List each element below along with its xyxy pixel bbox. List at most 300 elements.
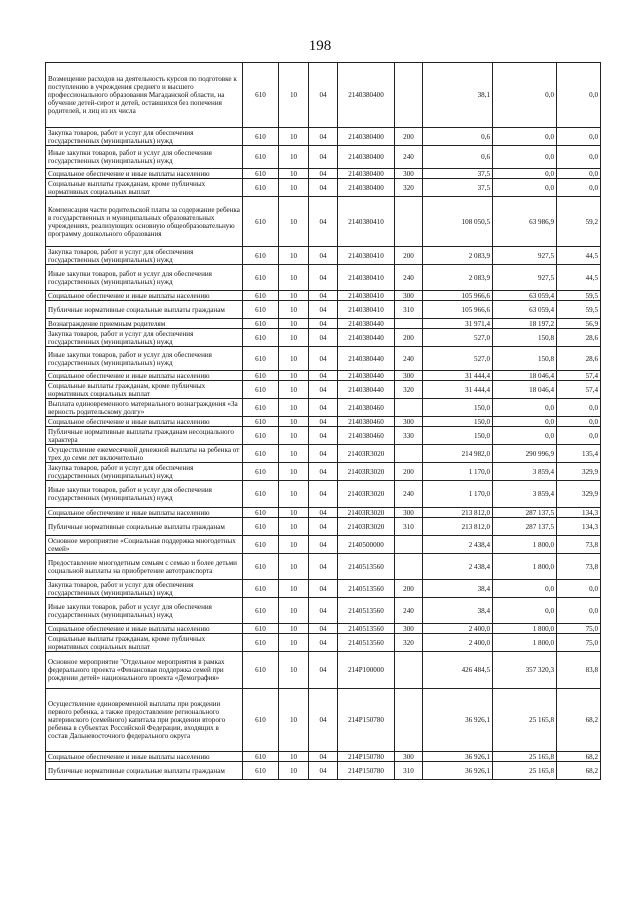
cell-target-article-code: 214P150780 bbox=[338, 762, 395, 780]
cell-target-article-code: 2140380400 bbox=[338, 146, 395, 169]
page-number: 198 bbox=[308, 38, 332, 54]
cell-section-code: 10 bbox=[279, 301, 309, 319]
table-row bbox=[46, 265, 601, 291]
cell-executed-amount: 0,0 bbox=[493, 179, 557, 197]
table-row bbox=[46, 417, 601, 427]
row-description: Иные закупки товаров, работ и услуг для обеспечения государственных (муниципальных) нужд bbox=[46, 598, 243, 624]
table-row bbox=[46, 329, 601, 347]
cell-subsection-code: 04 bbox=[309, 518, 338, 536]
cell-administrator-code: 610 bbox=[243, 247, 279, 265]
cell-administrator-code: 610 bbox=[243, 463, 279, 481]
cell-execution-percent: 57,4 bbox=[557, 371, 601, 381]
cell-expense-type-code bbox=[395, 63, 423, 128]
cell-subsection-code: 04 bbox=[309, 508, 338, 518]
cell-execution-percent: 59,5 bbox=[557, 291, 601, 301]
cell-administrator-code: 610 bbox=[243, 63, 279, 128]
cell-expense-type-code: 300 bbox=[395, 752, 423, 762]
cell-section-code: 10 bbox=[279, 598, 309, 624]
cell-expense-type-code: 240 bbox=[395, 265, 423, 291]
cell-execution-percent: 0,0 bbox=[557, 179, 601, 197]
cell-administrator-code: 610 bbox=[243, 417, 279, 427]
cell-planned-amount: 36 926,1 bbox=[423, 752, 493, 762]
cell-planned-amount: 1 170,0 bbox=[423, 481, 493, 508]
row-description: Социальное обеспечение и иные выплаты населению bbox=[46, 291, 243, 301]
cell-administrator-code: 610 bbox=[243, 347, 279, 371]
row-description: Публичные нормативные социальные выплаты гражданам bbox=[46, 762, 243, 780]
cell-target-article-code: 2140380440 bbox=[338, 381, 395, 399]
table-row bbox=[46, 319, 601, 329]
cell-administrator-code: 610 bbox=[243, 445, 279, 463]
cell-planned-amount: 0,6 bbox=[423, 128, 493, 146]
table-row bbox=[46, 63, 601, 128]
cell-expense-type-code: 200 bbox=[395, 329, 423, 347]
cell-planned-amount: 36 926,1 bbox=[423, 689, 493, 752]
cell-section-code: 10 bbox=[279, 399, 309, 417]
table-row bbox=[46, 536, 601, 554]
cell-execution-percent: 0,0 bbox=[557, 417, 601, 427]
row-description: Иные закупки товаров, работ и услуг для обеспечения государственных (муниципальных) нужд bbox=[46, 481, 243, 508]
cell-execution-percent: 57,4 bbox=[557, 381, 601, 399]
cell-target-article-code: 2140500000 bbox=[338, 536, 395, 554]
cell-expense-type-code bbox=[395, 652, 423, 689]
cell-administrator-code: 610 bbox=[243, 371, 279, 381]
table-row bbox=[46, 752, 601, 762]
cell-execution-percent: 56,9 bbox=[557, 319, 601, 329]
table-row bbox=[46, 580, 601, 598]
table-row bbox=[46, 247, 601, 265]
cell-executed-amount: 150,8 bbox=[493, 347, 557, 371]
cell-target-article-code: 21403R3020 bbox=[338, 518, 395, 536]
cell-executed-amount: 18 197,2 bbox=[493, 319, 557, 329]
cell-executed-amount: 1 800,0 bbox=[493, 536, 557, 554]
cell-subsection-code: 04 bbox=[309, 554, 338, 580]
cell-section-code: 10 bbox=[279, 417, 309, 427]
cell-target-article-code: 2140380410 bbox=[338, 265, 395, 291]
cell-execution-percent: 0,0 bbox=[557, 427, 601, 445]
cell-executed-amount: 3 859,4 bbox=[493, 463, 557, 481]
cell-subsection-code: 04 bbox=[309, 580, 338, 598]
cell-subsection-code: 04 bbox=[309, 762, 338, 780]
row-description: Вознаграждение приемным родителям bbox=[46, 319, 243, 329]
cell-administrator-code: 610 bbox=[243, 752, 279, 762]
cell-execution-percent: 0,0 bbox=[557, 169, 601, 179]
table-row bbox=[46, 381, 601, 399]
row-description: Основное мероприятие "Отдельное мероприятия в рамках федерального проекта «Финансовая поддержка семей при рождении детей» национального проекта «Демография» bbox=[46, 652, 243, 689]
cell-executed-amount: 0,0 bbox=[493, 580, 557, 598]
cell-subsection-code: 04 bbox=[309, 399, 338, 417]
cell-expense-type-code: 200 bbox=[395, 463, 423, 481]
cell-subsection-code: 04 bbox=[309, 652, 338, 689]
row-description: Социальные выплаты гражданам, кроме публичных нормативных социальных выплат bbox=[46, 634, 243, 652]
cell-section-code: 10 bbox=[279, 347, 309, 371]
cell-executed-amount: 18 046,4 bbox=[493, 371, 557, 381]
cell-execution-percent: 59,5 bbox=[557, 301, 601, 319]
cell-administrator-code: 610 bbox=[243, 399, 279, 417]
cell-executed-amount: 0,0 bbox=[493, 169, 557, 179]
cell-administrator-code: 610 bbox=[243, 427, 279, 445]
row-description: Закупка товаров, работ и услуг для обеспечения государственных (муниципальных) нужд bbox=[46, 580, 243, 598]
cell-subsection-code: 04 bbox=[309, 247, 338, 265]
cell-target-article-code: 2140380440 bbox=[338, 319, 395, 329]
cell-subsection-code: 04 bbox=[309, 634, 338, 652]
cell-planned-amount: 527,0 bbox=[423, 347, 493, 371]
row-description: Выплата единовременного материального вознаграждения «За верность родительскому долгу» bbox=[46, 399, 243, 417]
cell-execution-percent: 0,0 bbox=[557, 63, 601, 128]
cell-administrator-code: 610 bbox=[243, 179, 279, 197]
cell-planned-amount: 2 400,0 bbox=[423, 624, 493, 634]
cell-subsection-code: 04 bbox=[309, 417, 338, 427]
cell-section-code: 10 bbox=[279, 128, 309, 146]
table-row bbox=[46, 291, 601, 301]
table-row bbox=[46, 445, 601, 463]
cell-execution-percent: 0,0 bbox=[557, 128, 601, 146]
cell-administrator-code: 610 bbox=[243, 554, 279, 580]
cell-section-code: 10 bbox=[279, 247, 309, 265]
cell-expense-type-code: 240 bbox=[395, 347, 423, 371]
cell-executed-amount: 0,0 bbox=[493, 146, 557, 169]
table-row bbox=[46, 624, 601, 634]
cell-subsection-code: 04 bbox=[309, 427, 338, 445]
table-row bbox=[46, 128, 601, 146]
row-description: Иные закупки товаров, работ и услуг для обеспечения государственных (муниципальных) нужд bbox=[46, 146, 243, 169]
cell-subsection-code: 04 bbox=[309, 63, 338, 128]
cell-planned-amount: 37,5 bbox=[423, 179, 493, 197]
cell-administrator-code: 610 bbox=[243, 169, 279, 179]
cell-section-code: 10 bbox=[279, 63, 309, 128]
cell-execution-percent: 75,0 bbox=[557, 624, 601, 634]
cell-planned-amount: 36 926,1 bbox=[423, 762, 493, 780]
cell-executed-amount: 18 046,4 bbox=[493, 381, 557, 399]
cell-execution-percent: 0,0 bbox=[557, 598, 601, 624]
cell-subsection-code: 04 bbox=[309, 381, 338, 399]
cell-section-code: 10 bbox=[279, 291, 309, 301]
table-row bbox=[46, 427, 601, 445]
cell-executed-amount: 287 137,5 bbox=[493, 508, 557, 518]
cell-planned-amount: 2 400,0 bbox=[423, 634, 493, 652]
cell-planned-amount: 31 971,4 bbox=[423, 319, 493, 329]
cell-target-article-code: 2140513560 bbox=[338, 554, 395, 580]
cell-executed-amount: 0,0 bbox=[493, 128, 557, 146]
cell-expense-type-code bbox=[395, 197, 423, 247]
cell-target-article-code: 2140380400 bbox=[338, 179, 395, 197]
cell-section-code: 10 bbox=[279, 329, 309, 347]
cell-administrator-code: 610 bbox=[243, 536, 279, 554]
cell-planned-amount: 38,1 bbox=[423, 63, 493, 128]
cell-section-code: 10 bbox=[279, 624, 309, 634]
cell-subsection-code: 04 bbox=[309, 481, 338, 508]
cell-execution-percent: 83,8 bbox=[557, 652, 601, 689]
cell-planned-amount: 2 438,4 bbox=[423, 536, 493, 554]
cell-expense-type-code: 310 bbox=[395, 762, 423, 780]
cell-executed-amount: 150,8 bbox=[493, 329, 557, 347]
table-row bbox=[46, 518, 601, 536]
cell-section-code: 10 bbox=[279, 508, 309, 518]
cell-planned-amount: 1 170,0 bbox=[423, 463, 493, 481]
cell-target-article-code: 21403R3020 bbox=[338, 445, 395, 463]
cell-planned-amount: 527,0 bbox=[423, 329, 493, 347]
cell-target-article-code: 2140380460 bbox=[338, 427, 395, 445]
cell-planned-amount: 2 083,9 bbox=[423, 247, 493, 265]
cell-section-code: 10 bbox=[279, 536, 309, 554]
cell-section-code: 10 bbox=[279, 762, 309, 780]
cell-target-article-code: 2140513560 bbox=[338, 598, 395, 624]
table-row bbox=[46, 463, 601, 481]
cell-target-article-code: 2140513560 bbox=[338, 624, 395, 634]
cell-expense-type-code: 200 bbox=[395, 580, 423, 598]
cell-target-article-code: 2140380410 bbox=[338, 291, 395, 301]
cell-section-code: 10 bbox=[279, 634, 309, 652]
cell-planned-amount: 0,6 bbox=[423, 146, 493, 169]
row-description: Социальное обеспечение и иные выплаты населению bbox=[46, 752, 243, 762]
cell-executed-amount: 0,0 bbox=[493, 63, 557, 128]
cell-subsection-code: 04 bbox=[309, 197, 338, 247]
cell-subsection-code: 04 bbox=[309, 265, 338, 291]
table-row bbox=[46, 399, 601, 417]
cell-administrator-code: 610 bbox=[243, 319, 279, 329]
cell-executed-amount: 357 320,3 bbox=[493, 652, 557, 689]
table-row bbox=[46, 598, 601, 624]
cell-expense-type-code bbox=[395, 554, 423, 580]
table-row bbox=[46, 634, 601, 652]
row-description: Закупка товаров, работ и услуг для обеспечения государственных (муниципальных) нужд bbox=[46, 247, 243, 265]
table-row bbox=[46, 554, 601, 580]
cell-subsection-code: 04 bbox=[309, 445, 338, 463]
row-description: Компенсация части родительской платы за содержание ребенка в государственных и муниципальных образовательных учреждениях, реализующих основную общеобразовательную программу дошкольного образования bbox=[46, 197, 243, 247]
table-row bbox=[46, 508, 601, 518]
cell-expense-type-code: 240 bbox=[395, 481, 423, 508]
row-description: Социальные выплаты гражданам, кроме публичных нормативных социальных выплат bbox=[46, 179, 243, 197]
cell-execution-percent: 134,3 bbox=[557, 518, 601, 536]
row-description: Социальное обеспечение и иные выплаты населению bbox=[46, 508, 243, 518]
cell-planned-amount: 105 966,6 bbox=[423, 301, 493, 319]
row-description: Иные закупки товаров, работ и услуг для обеспечения государственных (муниципальных) нужд bbox=[46, 347, 243, 371]
cell-section-code: 10 bbox=[279, 169, 309, 179]
table-row bbox=[46, 652, 601, 689]
row-description: Социальное обеспечение и иные выплаты населению bbox=[46, 624, 243, 634]
cell-administrator-code: 610 bbox=[243, 329, 279, 347]
cell-expense-type-code: 310 bbox=[395, 301, 423, 319]
cell-administrator-code: 610 bbox=[243, 146, 279, 169]
cell-target-article-code: 2140380400 bbox=[338, 169, 395, 179]
cell-target-article-code: 2140380410 bbox=[338, 247, 395, 265]
cell-administrator-code: 610 bbox=[243, 598, 279, 624]
cell-target-article-code: 2140380460 bbox=[338, 417, 395, 427]
budget-table bbox=[45, 62, 601, 780]
cell-planned-amount: 150,0 bbox=[423, 417, 493, 427]
cell-executed-amount: 287 137,5 bbox=[493, 518, 557, 536]
cell-execution-percent: 68,2 bbox=[557, 762, 601, 780]
cell-expense-type-code bbox=[395, 689, 423, 752]
table-row bbox=[46, 169, 601, 179]
cell-section-code: 10 bbox=[279, 463, 309, 481]
cell-executed-amount: 63 059,4 bbox=[493, 301, 557, 319]
cell-execution-percent: 44,5 bbox=[557, 265, 601, 291]
cell-target-article-code: 2140380440 bbox=[338, 347, 395, 371]
cell-subsection-code: 04 bbox=[309, 752, 338, 762]
cell-expense-type-code: 310 bbox=[395, 518, 423, 536]
cell-planned-amount: 108 050,5 bbox=[423, 197, 493, 247]
cell-execution-percent: 329,9 bbox=[557, 463, 601, 481]
cell-execution-percent: 135,4 bbox=[557, 445, 601, 463]
cell-target-article-code: 214P100000 bbox=[338, 652, 395, 689]
cell-executed-amount: 3 859,4 bbox=[493, 481, 557, 508]
cell-section-code: 10 bbox=[279, 197, 309, 247]
cell-target-article-code: 21403R3020 bbox=[338, 463, 395, 481]
table-row bbox=[46, 146, 601, 169]
row-description: Предоставление многодетным семьям с семью и более детьми социальной выплаты на приобретение автотранспорта bbox=[46, 554, 243, 580]
cell-executed-amount: 0,0 bbox=[493, 417, 557, 427]
cell-execution-percent: 28,6 bbox=[557, 347, 601, 371]
cell-expense-type-code: 200 bbox=[395, 128, 423, 146]
cell-section-code: 10 bbox=[279, 427, 309, 445]
cell-planned-amount: 105 966,6 bbox=[423, 291, 493, 301]
row-description: Социальное обеспечение и иные выплаты населению bbox=[46, 371, 243, 381]
cell-expense-type-code: 300 bbox=[395, 624, 423, 634]
cell-planned-amount: 2 438,4 bbox=[423, 554, 493, 580]
cell-administrator-code: 610 bbox=[243, 291, 279, 301]
cell-executed-amount: 63 986,9 bbox=[493, 197, 557, 247]
row-description: Социальные выплаты гражданам, кроме публичных нормативных социальных выплат bbox=[46, 381, 243, 399]
cell-section-code: 10 bbox=[279, 445, 309, 463]
cell-administrator-code: 610 bbox=[243, 580, 279, 598]
row-description: Осуществление ежемесячной денежной выплаты на ребенка от трех до семи лет включительно bbox=[46, 445, 243, 463]
table-row bbox=[46, 371, 601, 381]
cell-planned-amount: 37,5 bbox=[423, 169, 493, 179]
cell-section-code: 10 bbox=[279, 689, 309, 752]
cell-expense-type-code bbox=[395, 399, 423, 417]
cell-target-article-code: 2140380440 bbox=[338, 371, 395, 381]
cell-expense-type-code: 300 bbox=[395, 371, 423, 381]
cell-subsection-code: 04 bbox=[309, 371, 338, 381]
cell-planned-amount: 38,4 bbox=[423, 598, 493, 624]
cell-execution-percent: 73,8 bbox=[557, 536, 601, 554]
table-row bbox=[46, 301, 601, 319]
row-description: Закупка товаров, работ и услуг для обеспечения государственных (муниципальных) нужд bbox=[46, 463, 243, 481]
cell-target-article-code: 21403R3020 bbox=[338, 481, 395, 508]
cell-target-article-code: 2140380400 bbox=[338, 128, 395, 146]
cell-section-code: 10 bbox=[279, 481, 309, 508]
cell-execution-percent: 134,3 bbox=[557, 508, 601, 518]
table-row bbox=[46, 197, 601, 247]
cell-executed-amount: 25 165,8 bbox=[493, 762, 557, 780]
cell-executed-amount: 0,0 bbox=[493, 427, 557, 445]
cell-subsection-code: 04 bbox=[309, 291, 338, 301]
table-row bbox=[46, 481, 601, 508]
cell-target-article-code: 214P150780 bbox=[338, 689, 395, 752]
cell-administrator-code: 610 bbox=[243, 265, 279, 291]
cell-planned-amount: 213 812,0 bbox=[423, 508, 493, 518]
cell-execution-percent: 73,8 bbox=[557, 554, 601, 580]
cell-section-code: 10 bbox=[279, 371, 309, 381]
cell-section-code: 10 bbox=[279, 518, 309, 536]
cell-executed-amount: 0,0 bbox=[493, 598, 557, 624]
cell-section-code: 10 bbox=[279, 752, 309, 762]
cell-subsection-code: 04 bbox=[309, 598, 338, 624]
cell-subsection-code: 04 bbox=[309, 689, 338, 752]
row-description: Публичные нормативные выплаты гражданам несоциального характера bbox=[46, 427, 243, 445]
cell-planned-amount: 31 444,4 bbox=[423, 371, 493, 381]
cell-subsection-code: 04 bbox=[309, 319, 338, 329]
table-row bbox=[46, 179, 601, 197]
cell-administrator-code: 610 bbox=[243, 481, 279, 508]
cell-subsection-code: 04 bbox=[309, 301, 338, 319]
cell-administrator-code: 610 bbox=[243, 652, 279, 689]
row-description: Социальное обеспечение и иные выплаты населению bbox=[46, 417, 243, 427]
cell-executed-amount: 0,0 bbox=[493, 399, 557, 417]
table-row bbox=[46, 347, 601, 371]
cell-execution-percent: 75,0 bbox=[557, 634, 601, 652]
cell-expense-type-code bbox=[395, 319, 423, 329]
cell-planned-amount: 213 812,0 bbox=[423, 518, 493, 536]
cell-execution-percent: 0,0 bbox=[557, 580, 601, 598]
cell-target-article-code: 214P150780 bbox=[338, 752, 395, 762]
row-description: Осуществление единовременной выплаты при рождении первого ребенка, а также предоставление регионального материнского (семейного) капитала при рождении второго ребенка в субъектах Российской Федерации, входящих в состав Дальневосточного федерального округа bbox=[46, 689, 243, 752]
cell-expense-type-code: 300 bbox=[395, 508, 423, 518]
cell-administrator-code: 610 bbox=[243, 634, 279, 652]
cell-planned-amount: 2 083,9 bbox=[423, 265, 493, 291]
cell-section-code: 10 bbox=[279, 179, 309, 197]
cell-subsection-code: 04 bbox=[309, 347, 338, 371]
row-description: Закупка товаров, работ и услуг для обеспечения государственных (муниципальных) нужд bbox=[46, 128, 243, 146]
cell-administrator-code: 610 bbox=[243, 381, 279, 399]
cell-executed-amount: 63 059,4 bbox=[493, 291, 557, 301]
row-description: Закупка товаров, работ и услуг для обеспечения государственных (муниципальных) нужд bbox=[46, 329, 243, 347]
cell-execution-percent: 0,0 bbox=[557, 399, 601, 417]
cell-target-article-code: 2140380400 bbox=[338, 63, 395, 128]
cell-subsection-code: 04 bbox=[309, 146, 338, 169]
cell-section-code: 10 bbox=[279, 146, 309, 169]
cell-section-code: 10 bbox=[279, 652, 309, 689]
cell-execution-percent: 68,2 bbox=[557, 752, 601, 762]
cell-executed-amount: 25 165,8 bbox=[493, 689, 557, 752]
cell-expense-type-code: 320 bbox=[395, 381, 423, 399]
cell-executed-amount: 1 800,0 bbox=[493, 624, 557, 634]
cell-expense-type-code bbox=[395, 536, 423, 554]
row-description: Публичные нормативные социальные выплаты гражданам bbox=[46, 301, 243, 319]
row-description: Иные закупки товаров, работ и услуг для обеспечения государственных (муниципальных) нужд bbox=[46, 265, 243, 291]
cell-planned-amount: 214 982,0 bbox=[423, 445, 493, 463]
cell-subsection-code: 04 bbox=[309, 329, 338, 347]
cell-administrator-code: 610 bbox=[243, 762, 279, 780]
cell-executed-amount: 927,5 bbox=[493, 265, 557, 291]
cell-subsection-code: 04 bbox=[309, 624, 338, 634]
cell-administrator-code: 610 bbox=[243, 197, 279, 247]
cell-target-article-code: 2140380410 bbox=[338, 301, 395, 319]
row-description: Социальное обеспечение и иные выплаты населению bbox=[46, 169, 243, 179]
cell-execution-percent: 28,6 bbox=[557, 329, 601, 347]
cell-administrator-code: 610 bbox=[243, 508, 279, 518]
cell-target-article-code: 21403R3020 bbox=[338, 508, 395, 518]
cell-target-article-code: 2140513560 bbox=[338, 634, 395, 652]
table-row bbox=[46, 689, 601, 752]
cell-planned-amount: 426 484,5 bbox=[423, 652, 493, 689]
cell-expense-type-code: 320 bbox=[395, 179, 423, 197]
cell-expense-type-code: 240 bbox=[395, 598, 423, 624]
cell-section-code: 10 bbox=[279, 319, 309, 329]
cell-execution-percent: 68,2 bbox=[557, 689, 601, 752]
cell-execution-percent: 59,2 bbox=[557, 197, 601, 247]
cell-subsection-code: 04 bbox=[309, 169, 338, 179]
cell-section-code: 10 bbox=[279, 554, 309, 580]
cell-execution-percent: 0,0 bbox=[557, 146, 601, 169]
cell-expense-type-code: 200 bbox=[395, 247, 423, 265]
cell-expense-type-code: 320 bbox=[395, 634, 423, 652]
cell-planned-amount: 38,4 bbox=[423, 580, 493, 598]
cell-executed-amount: 1 800,0 bbox=[493, 634, 557, 652]
cell-planned-amount: 150,0 bbox=[423, 427, 493, 445]
cell-target-article-code: 2140380460 bbox=[338, 399, 395, 417]
cell-expense-type-code: 240 bbox=[395, 146, 423, 169]
